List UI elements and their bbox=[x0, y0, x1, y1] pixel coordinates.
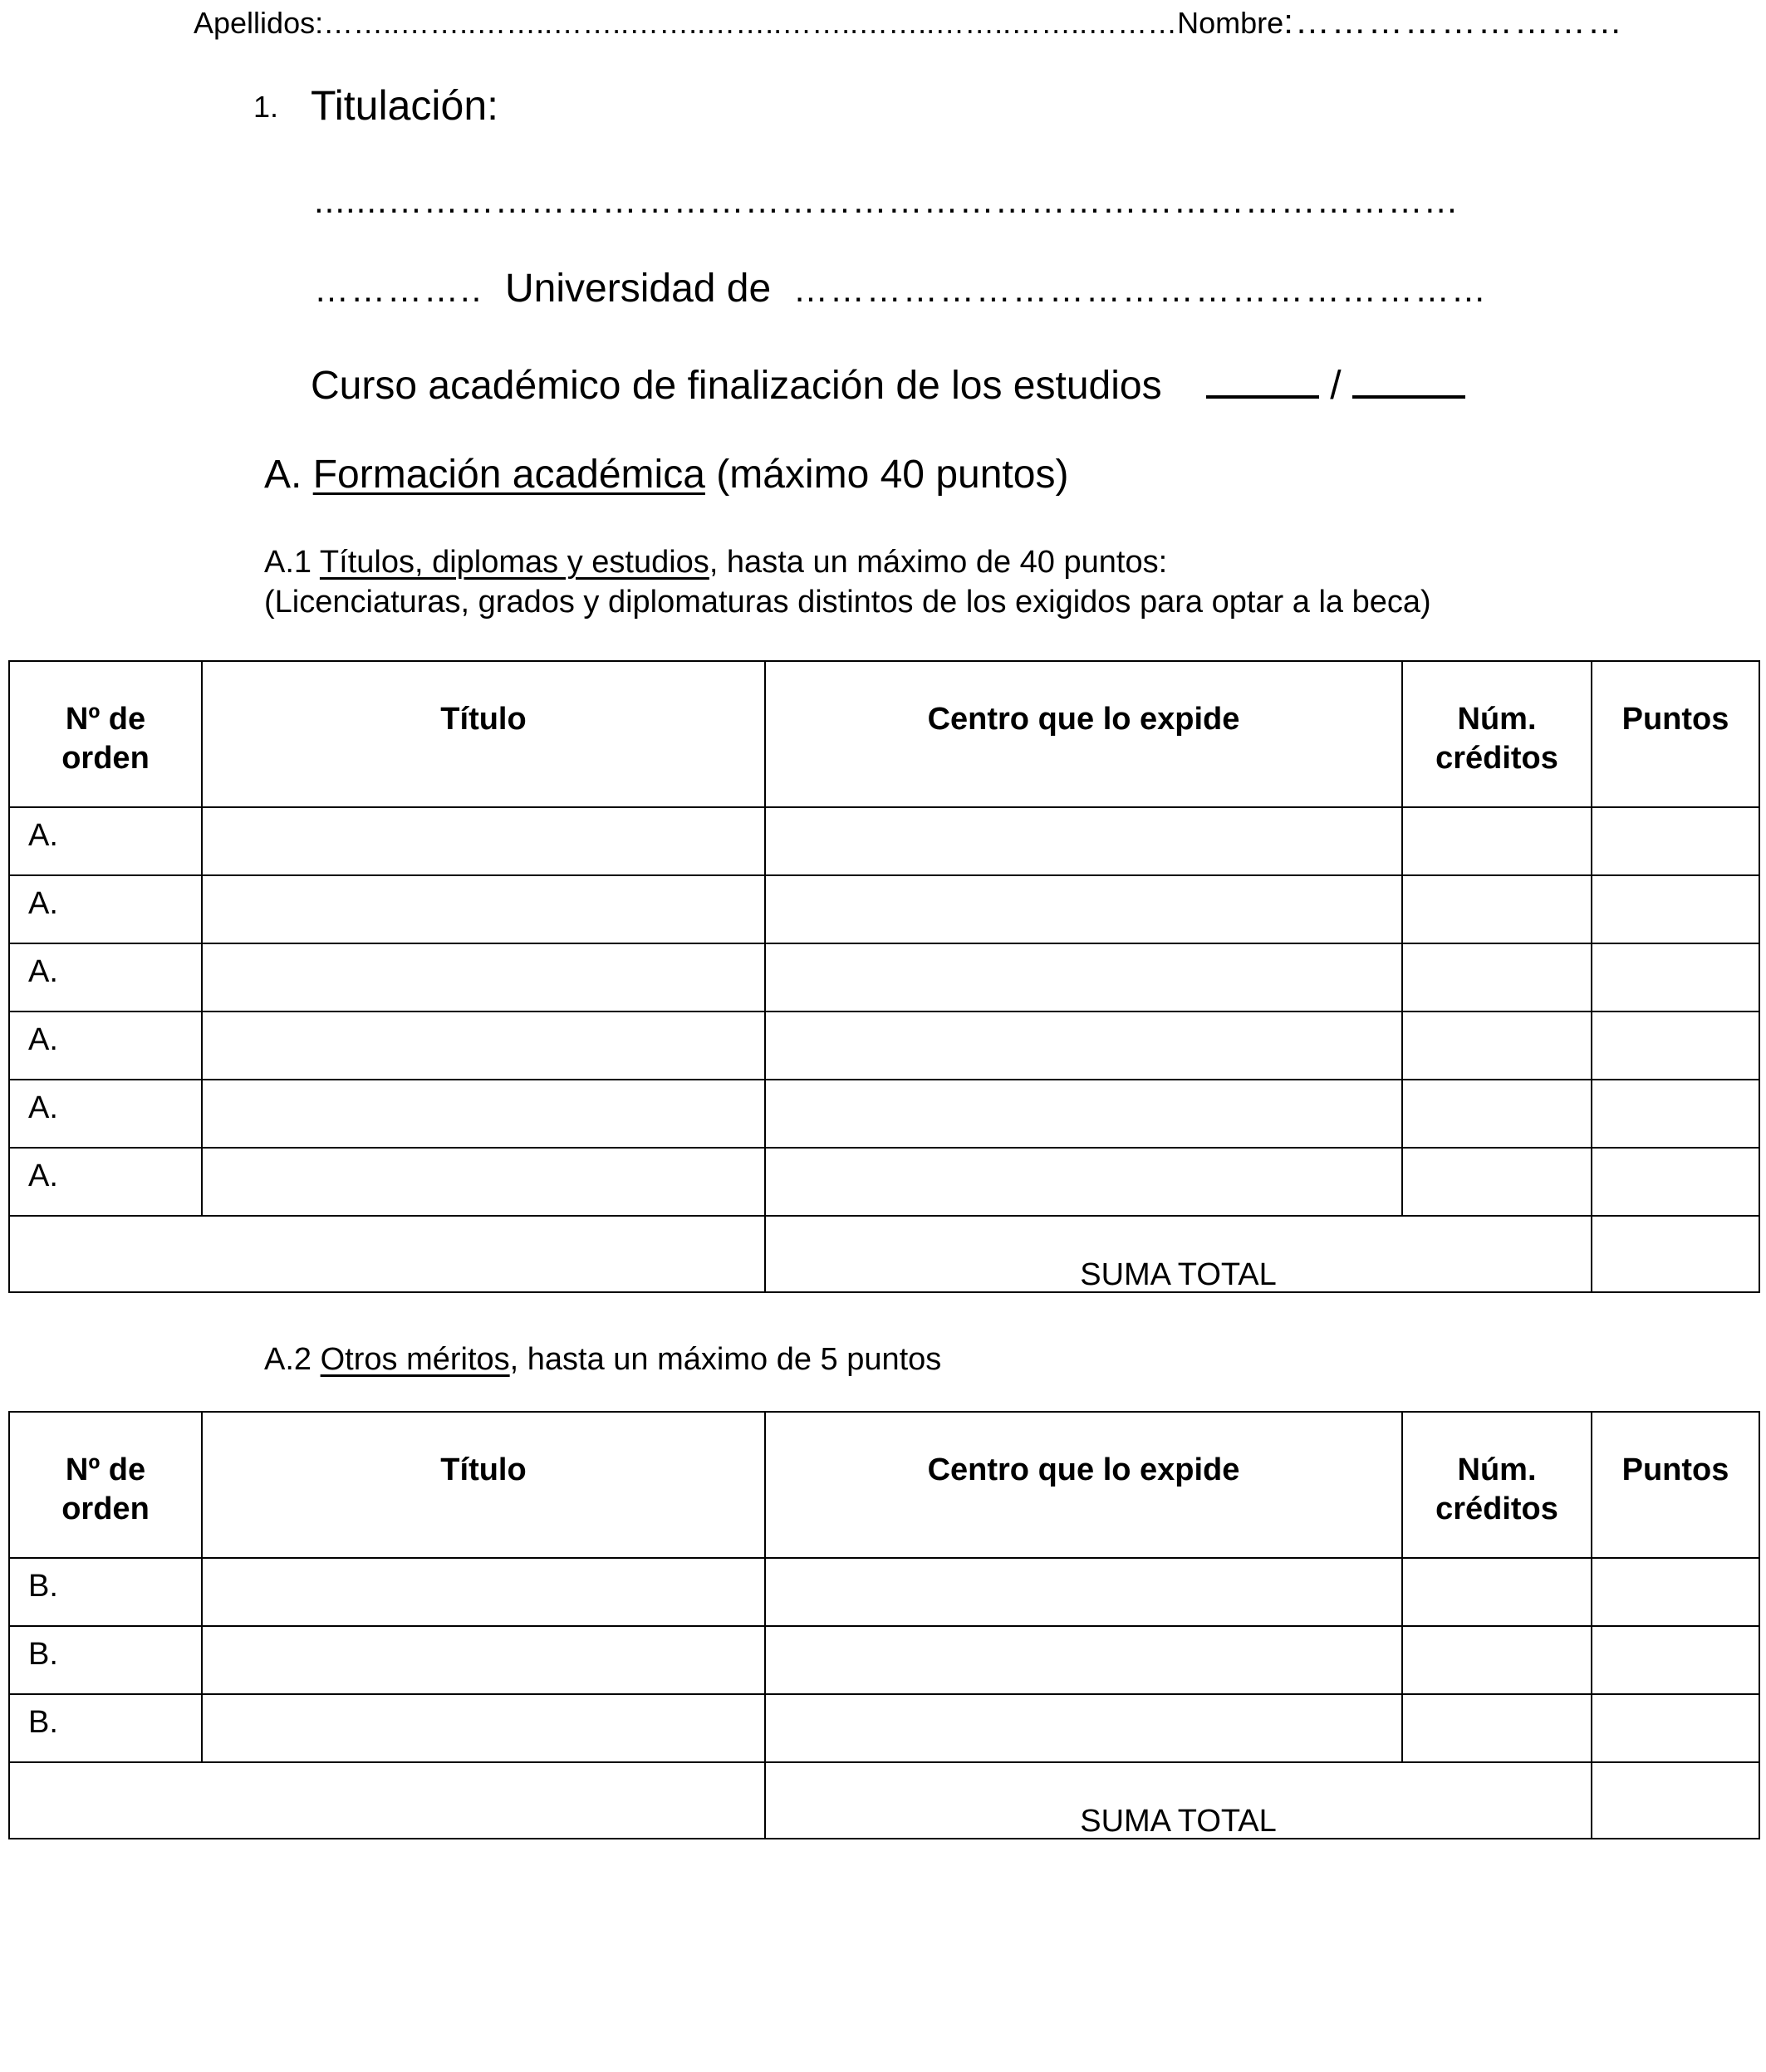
suma-total-value[interactable] bbox=[1592, 1216, 1759, 1292]
table-row bbox=[9, 1080, 1759, 1148]
cell-puntos[interactable] bbox=[1592, 1080, 1759, 1148]
table-row bbox=[9, 943, 1759, 1012]
universidad-prefix-dots[interactable]: ………….. bbox=[314, 270, 483, 309]
cell-centro[interactable] bbox=[765, 1012, 1402, 1080]
section-a-prefix: A. bbox=[264, 453, 302, 497]
col-puntos-header: Puntos bbox=[1592, 661, 1759, 807]
table-row bbox=[9, 1148, 1759, 1216]
suma-total-label: SUMA TOTAL bbox=[765, 1216, 1592, 1292]
universidad-field[interactable]: ………………………………………………… bbox=[792, 270, 1488, 309]
a2-heading bbox=[264, 1342, 941, 1378]
universidad-row bbox=[314, 266, 1488, 311]
row-orden: A. bbox=[9, 1080, 202, 1148]
row-orden: A. bbox=[9, 1148, 202, 1216]
curso-end-blank[interactable] bbox=[1352, 359, 1465, 399]
cell-titulo[interactable] bbox=[202, 1558, 765, 1626]
row-orden: B. bbox=[9, 1694, 202, 1762]
col-titulo-header: Título bbox=[202, 1412, 765, 1558]
table-row bbox=[9, 807, 1759, 875]
cell-creditos[interactable] bbox=[1402, 1148, 1592, 1216]
cell-creditos[interactable] bbox=[1402, 943, 1592, 1012]
a1-title: Títulos, diplomas y estudios bbox=[319, 545, 709, 580]
cell-puntos[interactable] bbox=[1592, 807, 1759, 875]
cell-centro[interactable] bbox=[765, 1558, 1402, 1626]
cell-creditos[interactable] bbox=[1402, 1012, 1592, 1080]
suma-total-value[interactable] bbox=[1592, 1762, 1759, 1839]
curso-label: Curso académico de finalización de los estudios bbox=[311, 364, 1162, 408]
row-orden: B. bbox=[9, 1626, 202, 1694]
table-b bbox=[8, 1411, 1760, 1839]
universidad-label: Universidad de bbox=[505, 267, 772, 311]
a1-note: (Licenciaturas, grados y diplomaturas distintos de los exigidos para optar a la beca) bbox=[264, 585, 1431, 620]
a2-prefix: A.2 bbox=[264, 1342, 312, 1377]
nombre-label: Nombre bbox=[1177, 6, 1284, 40]
table-row bbox=[9, 1694, 1759, 1762]
cell-puntos[interactable] bbox=[1592, 1558, 1759, 1626]
cell-creditos[interactable] bbox=[1402, 807, 1592, 875]
table-row bbox=[9, 1626, 1759, 1694]
nombre-field[interactable]: :……………………… bbox=[1283, 2, 1624, 41]
curso-start-blank[interactable] bbox=[1206, 359, 1319, 399]
row-orden: A. bbox=[9, 943, 202, 1012]
cell-creditos[interactable] bbox=[1402, 1694, 1592, 1762]
table-row bbox=[9, 875, 1759, 943]
section-a-title: Formación académica bbox=[312, 453, 705, 497]
cell-puntos[interactable] bbox=[1592, 1148, 1759, 1216]
col-titulo-header: Título bbox=[202, 661, 765, 807]
col-creditos-header: Núm. créditos bbox=[1402, 661, 1592, 807]
titulacion-label: Titulación: bbox=[311, 82, 499, 129]
table-b-header-row bbox=[9, 1412, 1759, 1558]
cell-titulo[interactable] bbox=[202, 1080, 765, 1148]
cell-puntos[interactable] bbox=[1592, 1626, 1759, 1694]
curso-separator: / bbox=[1330, 364, 1342, 408]
col-creditos-header: Núm. créditos bbox=[1402, 1412, 1592, 1558]
col-orden-header: Nº de orden bbox=[9, 661, 202, 807]
a1-suffix: , hasta un máximo de 40 puntos: bbox=[709, 545, 1168, 580]
table-row bbox=[9, 1012, 1759, 1080]
table-a bbox=[8, 660, 1760, 1293]
a1-prefix: A.1 bbox=[264, 545, 312, 580]
a2-suffix: , hasta un máximo de 5 puntos bbox=[509, 1342, 942, 1377]
cell-creditos[interactable] bbox=[1402, 1626, 1592, 1694]
table-row bbox=[9, 1558, 1759, 1626]
cell-titulo[interactable] bbox=[202, 1694, 765, 1762]
cell-centro[interactable] bbox=[765, 807, 1402, 875]
cell-titulo[interactable] bbox=[202, 943, 765, 1012]
row-orden: B. bbox=[9, 1558, 202, 1626]
table-a-header-row bbox=[9, 661, 1759, 807]
col-centro-header: Centro que lo expide bbox=[765, 661, 1402, 807]
cell-puntos[interactable] bbox=[1592, 875, 1759, 943]
cell-centro[interactable] bbox=[765, 1148, 1402, 1216]
col-centro-header: Centro que lo expide bbox=[765, 1412, 1402, 1558]
apellidos-label: Apellidos: bbox=[194, 6, 324, 40]
titulacion-field[interactable]: .......……………………………………………………………………………… bbox=[314, 181, 1459, 220]
cell-centro[interactable] bbox=[765, 875, 1402, 943]
cell-puntos[interactable] bbox=[1592, 943, 1759, 1012]
cell-puntos[interactable] bbox=[1592, 1012, 1759, 1080]
row-orden: A. bbox=[9, 875, 202, 943]
a1-heading bbox=[264, 545, 1167, 580]
table-b-total-row bbox=[9, 1762, 1759, 1839]
cell-puntos[interactable] bbox=[1592, 1694, 1759, 1762]
row-orden: A. bbox=[9, 807, 202, 875]
row-orden: A. bbox=[9, 1012, 202, 1080]
col-puntos-header: Puntos bbox=[1592, 1412, 1759, 1558]
table-a-total-row bbox=[9, 1216, 1759, 1292]
cell-titulo[interactable] bbox=[202, 1148, 765, 1216]
cell-creditos[interactable] bbox=[1402, 875, 1592, 943]
section-a-heading bbox=[264, 452, 1068, 497]
cell-titulo[interactable] bbox=[202, 1012, 765, 1080]
cell-titulo[interactable] bbox=[202, 1626, 765, 1694]
total-blank-cell bbox=[9, 1216, 765, 1292]
cell-titulo[interactable] bbox=[202, 875, 765, 943]
total-blank-cell bbox=[9, 1762, 765, 1839]
cell-centro[interactable] bbox=[765, 1080, 1402, 1148]
cell-centro[interactable] bbox=[765, 1694, 1402, 1762]
suma-total-label: SUMA TOTAL bbox=[765, 1762, 1592, 1839]
a2-title: Otros méritos bbox=[320, 1342, 510, 1377]
cell-creditos[interactable] bbox=[1402, 1558, 1592, 1626]
section-a-suffix: (máximo 40 puntos) bbox=[716, 453, 1069, 497]
cell-titulo[interactable] bbox=[202, 807, 765, 875]
cell-creditos[interactable] bbox=[1402, 1080, 1592, 1148]
item-number: 1. bbox=[253, 90, 279, 124]
col-orden-header: Nº de orden bbox=[9, 1412, 202, 1558]
curso-row bbox=[311, 359, 1465, 409]
apellidos-field[interactable]: ……..……..……..……..……..……..……..……..……..……..……… bbox=[323, 6, 1178, 40]
header-line bbox=[194, 2, 1624, 42]
cell-centro[interactable] bbox=[765, 943, 1402, 1012]
cell-centro[interactable] bbox=[765, 1626, 1402, 1694]
